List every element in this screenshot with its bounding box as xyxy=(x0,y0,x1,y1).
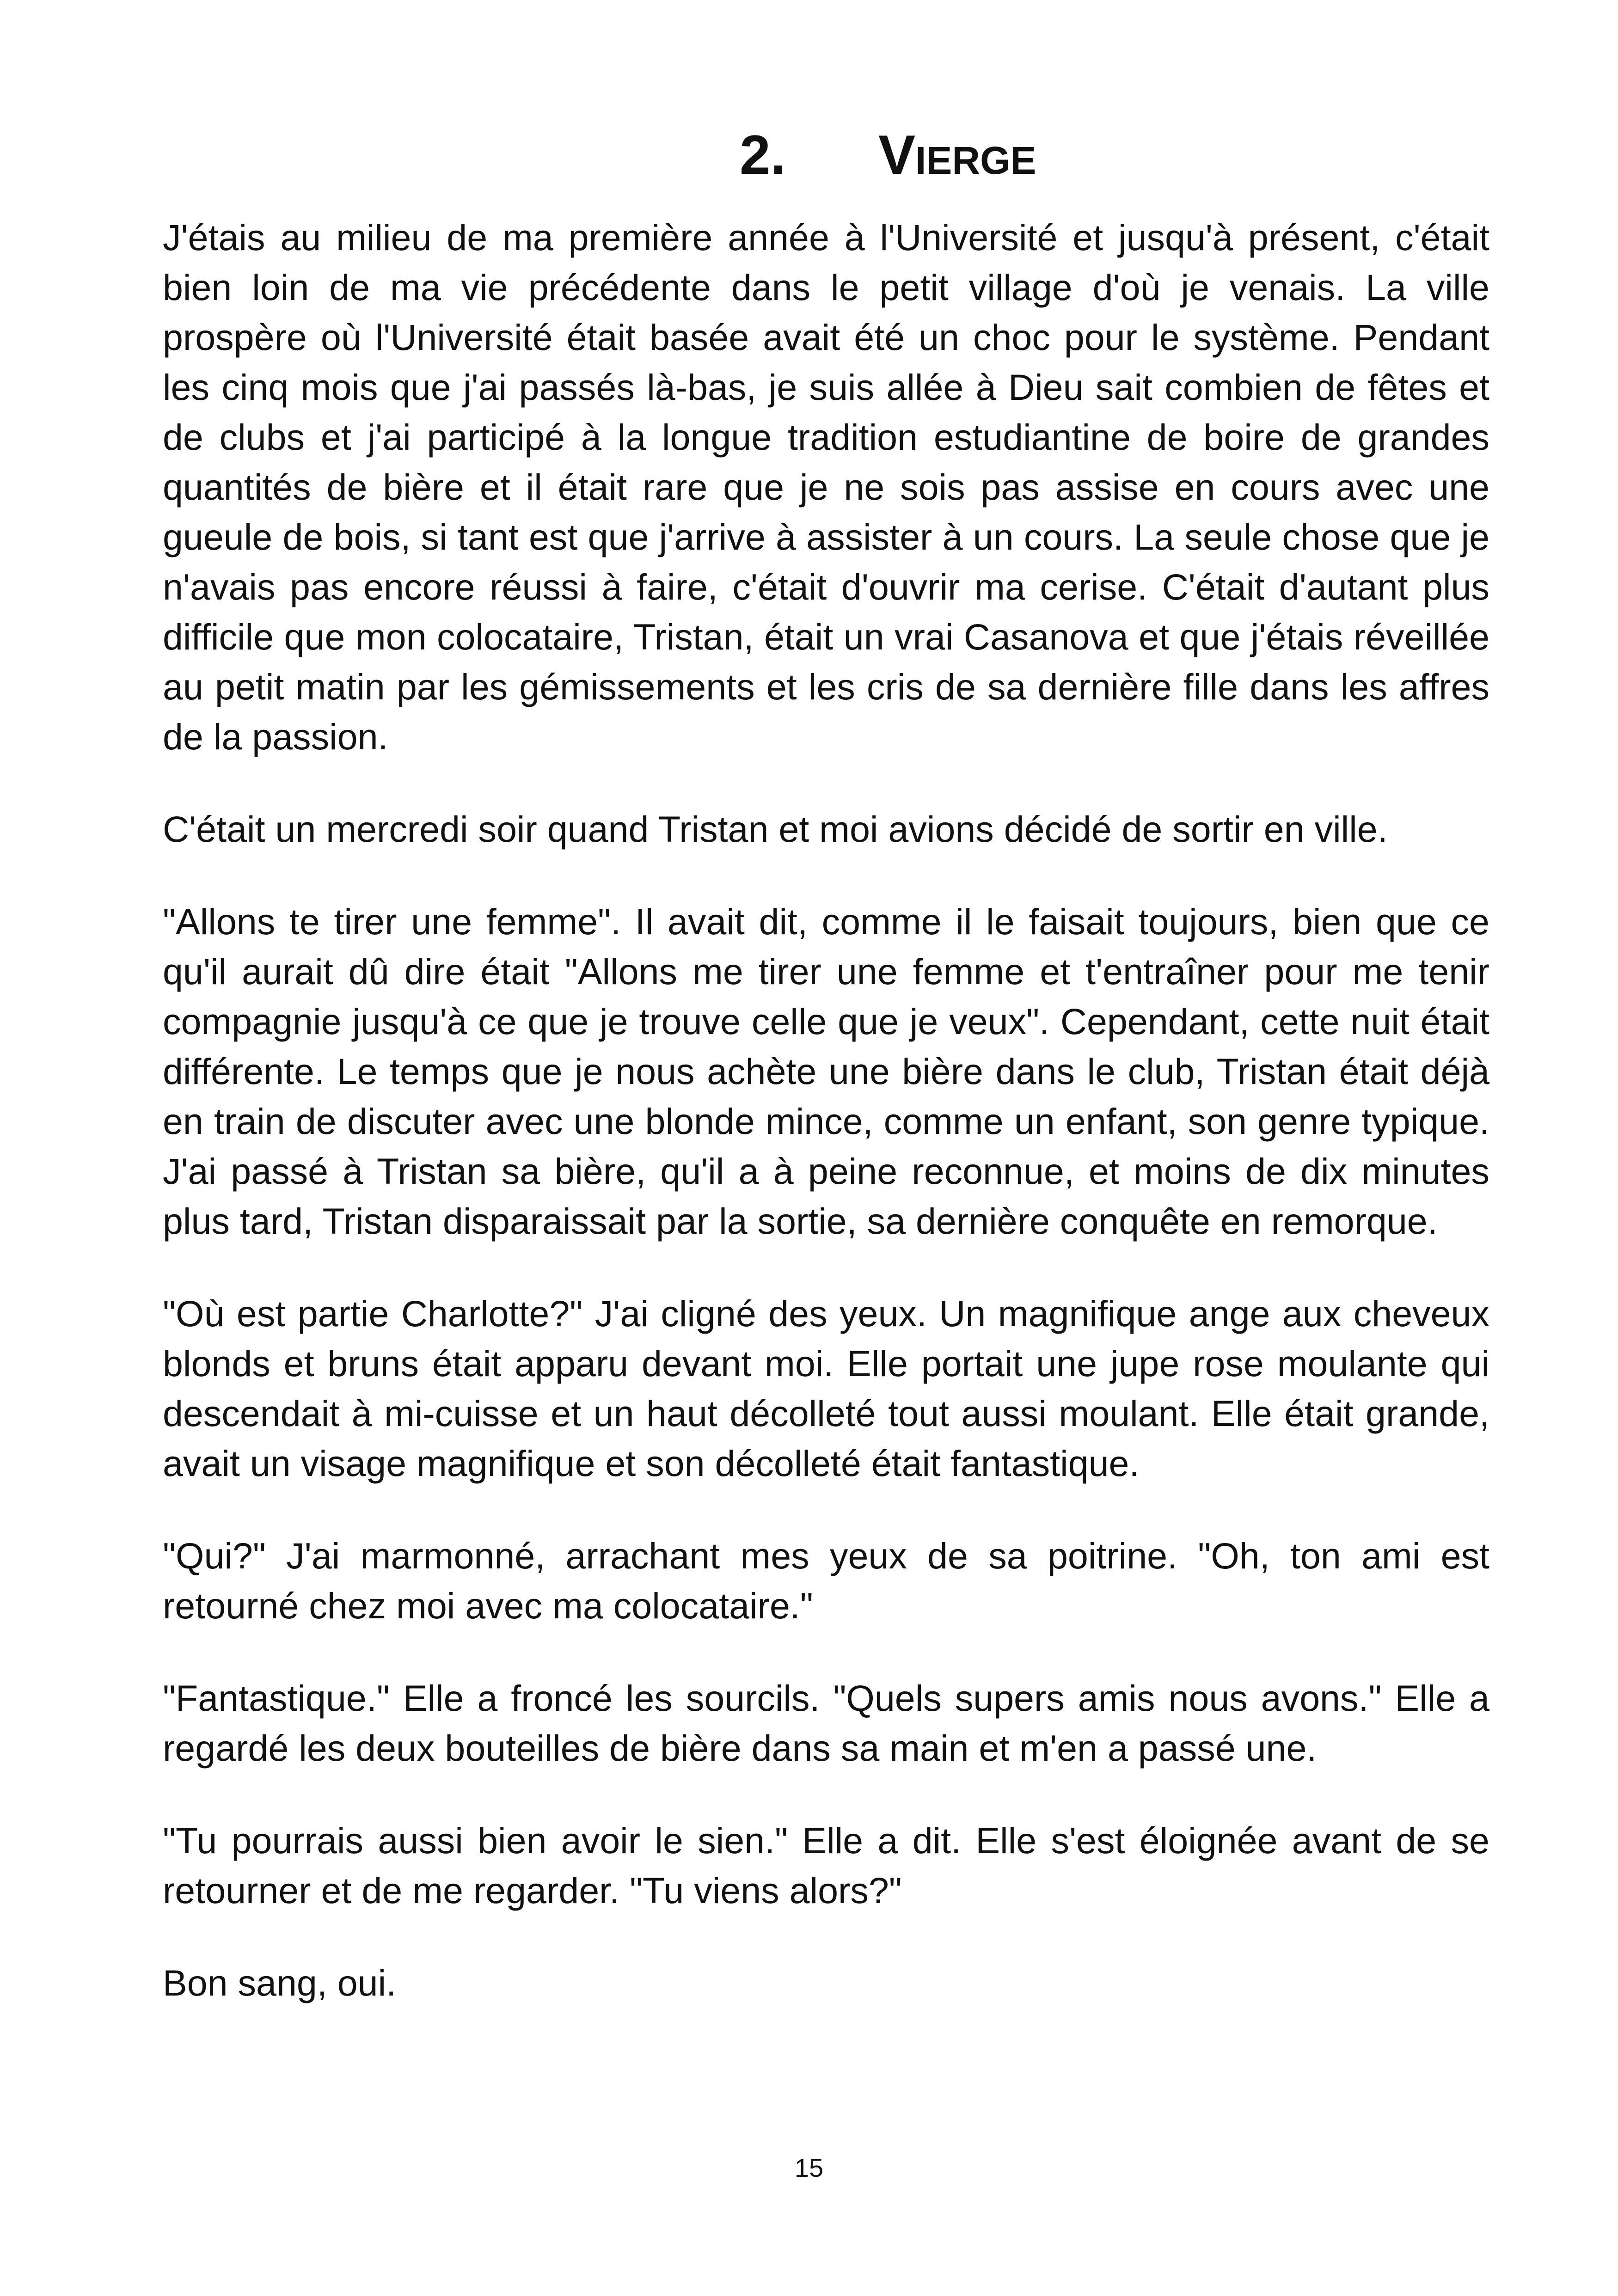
chapter-number: 2. xyxy=(740,124,786,186)
paragraph: "Allons te tirer une femme". Il avait dit, comme il le faisait toujours, bien que ce qu'il aurait dû dire était "Allons me tirer une femme et t'entraîner pour me tenir compagnie jusqu'à ce que je trouve celle que je veux". Cependant, cette nuit était différente. Le temps que je nous achète une bière dans le club, Tristan était déjà en train de discuter avec une blonde mince, comme un enfant, son genre typique. J'ai passé à Tristan sa bière, qu'il a à peine reconnue, et moins de dix minutes plus tard, Tristan disparaissait par la sortie, sa dernière conquête en remorque. xyxy=(163,901,1489,1242)
chapter-title: Vierge xyxy=(878,124,1036,186)
paragraph: "Tu pourrais aussi bien avoir le sien." Elle a dit. Elle s'est éloignée avant de se retourner et de me regarder. "Tu viens alors?" xyxy=(163,1820,1489,1911)
chapter-heading xyxy=(740,116,1433,194)
paragraph: J'étais au milieu de ma première année à l'Université et jusqu'à présent, c'était bien loin de ma vie précédente dans le petit village d'où je venais. La ville prospère où l'Université était basée avait été un choc pour le système. Pendant les cinq mois que j'ai passés là-bas, je suis allée à Dieu sait combien de fêtes et de clubs et j'ai participé à la longue tradition estudiantine de boire de grandes quantités de bière et il était rare que je ne sois pas assise en cours avec une gueule de bois, si tant est que j'arrive à assister à un cours. La seule chose que je n'avais pas encore réussi à faire, c'était d'ouvrir ma cerise. C'était d'autant plus difficile que mon colocataire, Tristan, était un vrai Casanova et que j'étais réveillée au petit matin par les gémissements et les cris de sa dernière fille dans les affres de la passion. xyxy=(163,217,1489,757)
page-number: 15 xyxy=(794,2153,824,2182)
paragraph: Bon sang, oui. xyxy=(163,1962,397,2003)
paragraph: "Où est partie Charlotte?" J'ai cligné des yeux. Un magnifique ange aux cheveux blonds et bruns était apparu devant moi. Elle portait une jupe rose moulante qui descendait à mi-cuisse et un haut décolleté tout aussi moulant. Elle était grande, avait un visage magnifique et son décolleté était fantastique. xyxy=(163,1293,1489,1484)
paragraph: C'était un mercredi soir quand Tristan et moi avions décidé de sortir en ville. xyxy=(163,808,1388,850)
paragraph: "Qui?" J'ai marmonné, arrachant mes yeux de sa poitrine. "Oh, ton ami est retourné chez moi avec ma colocataire." xyxy=(163,1535,1489,1626)
chapter-body xyxy=(163,213,1489,2051)
paragraph: "Fantastique." Elle a froncé les sourcils. "Quels supers amis nous avons." Elle a regardé les deux bouteilles de bière dans sa main et m'en a passé une. xyxy=(163,1678,1489,1769)
